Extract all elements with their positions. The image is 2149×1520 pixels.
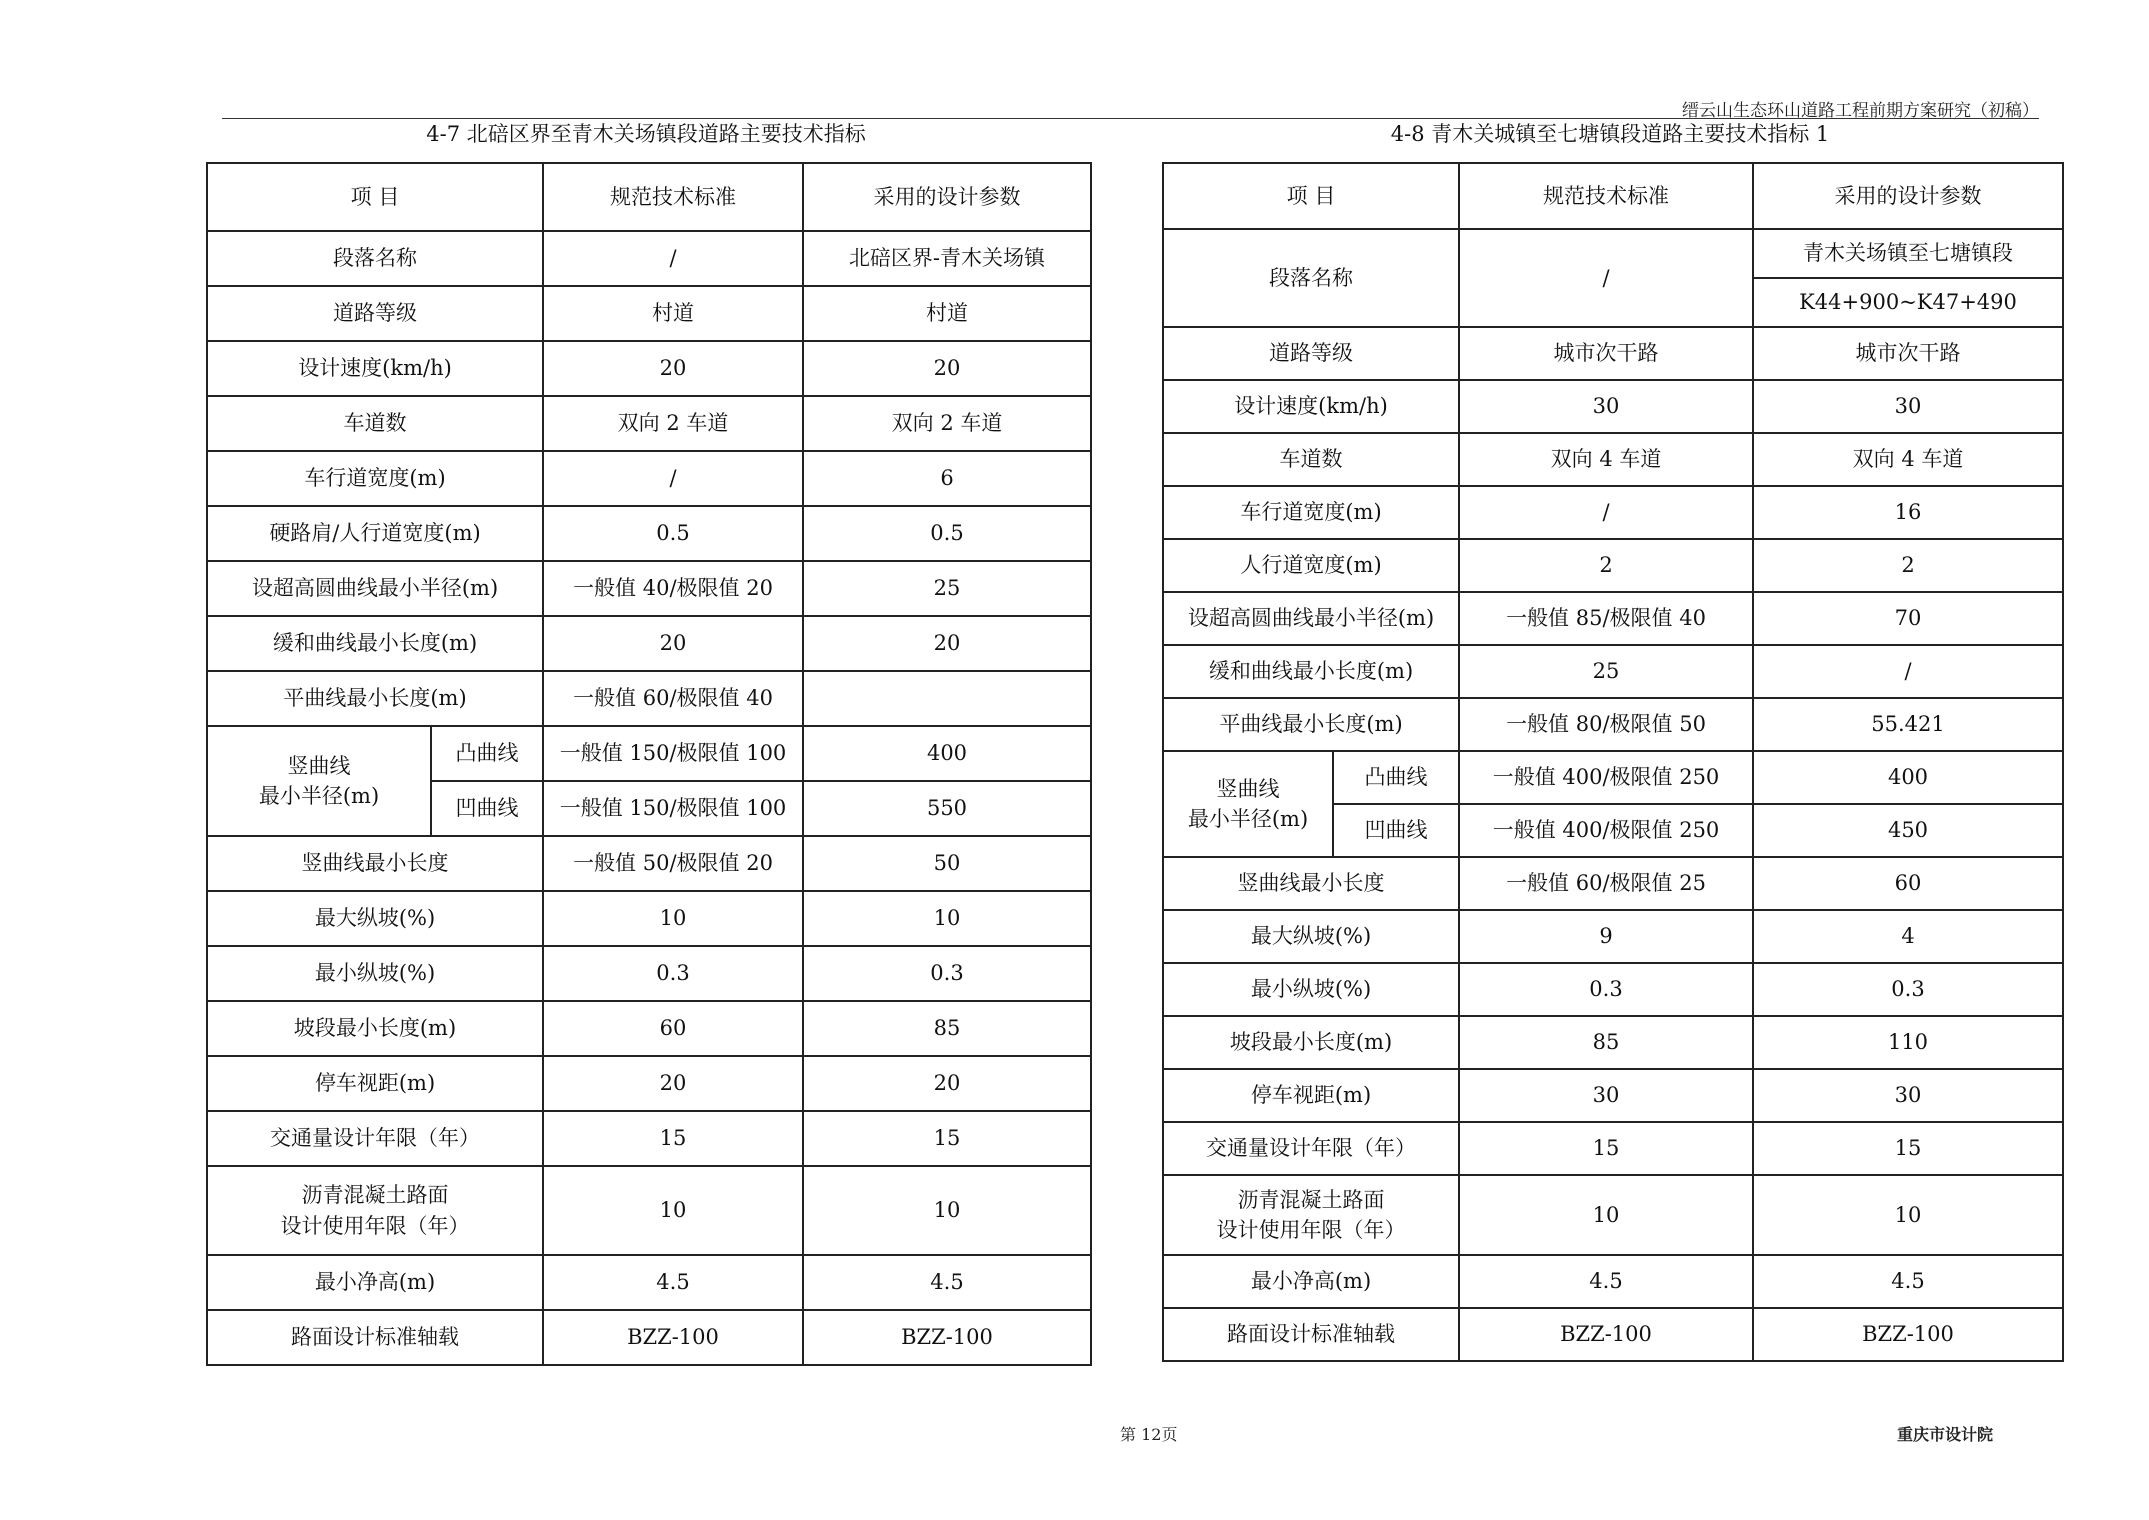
design-value: BZZ-100: [803, 1310, 1091, 1365]
design-value: 0.5: [803, 506, 1091, 561]
table-row: [1163, 163, 2063, 229]
design-value: 20: [803, 341, 1091, 396]
table-row: [1163, 229, 2063, 278]
row-label: 车道数: [1163, 433, 1459, 486]
row-label: 竖曲线最小长度: [207, 836, 543, 891]
standard-value: 一般值 85/极限值 40: [1459, 592, 1753, 645]
standard-value: 0.3: [543, 946, 803, 1001]
segment-stake-value: K44+900~K47+490: [1753, 278, 2063, 327]
row-label: 缓和曲线最小长度(m): [207, 616, 543, 671]
table-row: [1163, 1308, 2063, 1361]
standard-value: 60: [543, 1001, 803, 1056]
vertical-curve-label: 竖曲线 最小半径(m): [207, 726, 431, 836]
table-row: [1163, 539, 2063, 592]
table-row: [1163, 1122, 2063, 1175]
table-row: [207, 1056, 1091, 1111]
design-value: 25: [803, 561, 1091, 616]
row-label: 路面设计标准轴载: [207, 1310, 543, 1365]
table-row: [207, 396, 1091, 451]
segment-name-value: 青木关场镇至七塘镇段: [1753, 229, 2063, 278]
table-row: [1163, 486, 2063, 539]
table-row: [1163, 751, 2063, 804]
standard-value: 0.5: [543, 506, 803, 561]
row-label: 最小纵坡(%): [1163, 963, 1459, 1016]
table-row: [1163, 380, 2063, 433]
standard-value: 城市次干路: [1459, 327, 1753, 380]
standard-value: /: [1459, 486, 1753, 539]
row-label: 硬路肩/人行道宽度(m): [207, 506, 543, 561]
row-label: 路面设计标准轴载: [1163, 1308, 1459, 1361]
design-value: 10: [803, 891, 1091, 946]
design-value: 0.3: [803, 946, 1091, 1001]
row-label: 最大纵坡(%): [207, 891, 543, 946]
standard-value: 20: [543, 616, 803, 671]
table-row: [207, 163, 1091, 231]
sub-row-label: 凸曲线: [431, 726, 543, 781]
standard-value: 一般值 400/极限值 250: [1459, 804, 1753, 857]
standard-value: 一般值 50/极限值 20: [543, 836, 803, 891]
table-row: [1163, 433, 2063, 486]
row-label: 车道数: [207, 396, 543, 451]
standard-value: 15: [1459, 1122, 1753, 1175]
standard-value: 双向 4 车道: [1459, 433, 1753, 486]
standard-value: 30: [1459, 380, 1753, 433]
row-label: 最大纵坡(%): [1163, 910, 1459, 963]
table-row: [1163, 327, 2063, 380]
row-label: 沥青混凝土路面 设计使用年限（年）: [207, 1166, 543, 1255]
col-header-item: 项 目: [1163, 163, 1459, 229]
col-header-design-value: 采用的设计参数: [1753, 163, 2063, 229]
design-value: BZZ-100: [1753, 1308, 2063, 1361]
design-value: 双向 4 车道: [1753, 433, 2063, 486]
design-value: 村道: [803, 286, 1091, 341]
table-row: [207, 1310, 1091, 1365]
table-row: [207, 1001, 1091, 1056]
row-label: 交通量设计年限（年）: [1163, 1122, 1459, 1175]
standard-value: 4.5: [1459, 1255, 1753, 1308]
standard-value: 0.3: [1459, 963, 1753, 1016]
row-label: 设超高圆曲线最小半径(m): [207, 561, 543, 616]
row-label: 竖曲线最小长度: [1163, 857, 1459, 910]
row-label: 设计速度(km/h): [1163, 380, 1459, 433]
standard-value: 一般值 400/极限值 250: [1459, 751, 1753, 804]
row-label: 沥青混凝土路面 设计使用年限（年）: [1163, 1175, 1459, 1255]
table-row: [207, 836, 1091, 891]
row-label: 最小净高(m): [1163, 1255, 1459, 1308]
table-row: [1163, 1016, 2063, 1069]
standard-value: 20: [543, 341, 803, 396]
table-row: [207, 671, 1091, 726]
table-row: [1163, 910, 2063, 963]
organization-name: 重庆市设计院: [1897, 1425, 1994, 1444]
design-value: 450: [1753, 804, 2063, 857]
table-row: [207, 1255, 1091, 1310]
table-row: [207, 891, 1091, 946]
table-row: [207, 946, 1091, 1001]
design-value: 550: [803, 781, 1091, 836]
table-row: [207, 616, 1091, 671]
design-value: 400: [1753, 751, 2063, 804]
standard-value: 2: [1459, 539, 1753, 592]
col-header-design-value: 采用的设计参数: [803, 163, 1091, 231]
standard-value: 4.5: [543, 1255, 803, 1310]
standard-value: 一般值 60/极限值 25: [1459, 857, 1753, 910]
design-value: 30: [1753, 1069, 2063, 1122]
design-value: 15: [803, 1111, 1091, 1166]
design-value: 4: [1753, 910, 2063, 963]
table-row: [207, 286, 1091, 341]
row-label: 车行道宽度(m): [1163, 486, 1459, 539]
table-row: [207, 1111, 1091, 1166]
standard-value: /: [543, 451, 803, 506]
row-label: 段落名称: [207, 231, 543, 286]
standard-value: BZZ-100: [543, 1310, 803, 1365]
sub-row-label: 凹曲线: [1333, 804, 1459, 857]
document-header-title: 缙云山生态环山道路工程前期方案研究（初稿）: [1682, 101, 2039, 121]
design-value: 30: [1753, 380, 2063, 433]
standard-value: BZZ-100: [1459, 1308, 1753, 1361]
design-value: 110: [1753, 1016, 2063, 1069]
standard-value: /: [1459, 229, 1753, 327]
table-row: [207, 341, 1091, 396]
standard-value: 一般值 40/极限值 20: [543, 561, 803, 616]
design-value: 北碚区界-青木关场镇: [803, 231, 1091, 286]
row-label: 设计速度(km/h): [207, 341, 543, 396]
table-row: [207, 561, 1091, 616]
row-label: 道路等级: [1163, 327, 1459, 380]
design-value: 10: [803, 1166, 1091, 1255]
design-value: 双向 2 车道: [803, 396, 1091, 451]
vertical-curve-label: 竖曲线 最小半径(m): [1163, 751, 1333, 857]
design-value: 50: [803, 836, 1091, 891]
row-label: 平曲线最小长度(m): [1163, 698, 1459, 751]
col-header-item: 项 目: [207, 163, 543, 231]
table-row: [1163, 1255, 2063, 1308]
standard-value: 25: [1459, 645, 1753, 698]
design-value: /: [1753, 645, 2063, 698]
row-label: 平曲线最小长度(m): [207, 671, 543, 726]
row-label: 最小纵坡(%): [207, 946, 543, 1001]
table-row: [1163, 1069, 2063, 1122]
table-row: [207, 451, 1091, 506]
standard-value: 15: [543, 1111, 803, 1166]
design-value: 城市次干路: [1753, 327, 2063, 380]
page-number: 第 12页: [1120, 1425, 1178, 1444]
row-label: 最小净高(m): [207, 1255, 543, 1310]
table-row: [1163, 592, 2063, 645]
design-value: 55.421: [1753, 698, 2063, 751]
table-row: [1163, 963, 2063, 1016]
sub-row-label: 凸曲线: [1333, 751, 1459, 804]
right-table-caption: 4-8 青木关城镇至七塘镇段道路主要技术指标 1: [1390, 122, 1830, 146]
standard-value: 10: [543, 891, 803, 946]
design-value: 20: [803, 616, 1091, 671]
row-label: 停车视距(m): [207, 1056, 543, 1111]
table-row: [1163, 645, 2063, 698]
row-label: 车行道宽度(m): [207, 451, 543, 506]
row-label: 人行道宽度(m): [1163, 539, 1459, 592]
table-row: [207, 1166, 1091, 1255]
standard-value: 9: [1459, 910, 1753, 963]
standard-value: 一般值 150/极限值 100: [543, 781, 803, 836]
standard-value: 村道: [543, 286, 803, 341]
design-value: 6: [803, 451, 1091, 506]
row-label: 段落名称: [1163, 229, 1459, 327]
design-value: 85: [803, 1001, 1091, 1056]
row-label: 缓和曲线最小长度(m): [1163, 645, 1459, 698]
design-value: 70: [1753, 592, 2063, 645]
row-label: 道路等级: [207, 286, 543, 341]
row-label: 坡段最小长度(m): [1163, 1016, 1459, 1069]
row-label: 停车视距(m): [1163, 1069, 1459, 1122]
table-row: [207, 506, 1091, 561]
table-row: [1163, 857, 2063, 910]
design-value: 4.5: [803, 1255, 1091, 1310]
col-header-standard: 规范技术标准: [543, 163, 803, 231]
design-value: 20: [803, 1056, 1091, 1111]
standard-value: 一般值 80/极限值 50: [1459, 698, 1753, 751]
design-value: 2: [1753, 539, 2063, 592]
standard-value: 一般值 60/极限值 40: [543, 671, 803, 726]
row-label: 设超高圆曲线最小半径(m): [1163, 592, 1459, 645]
table-row: [207, 231, 1091, 286]
standard-value: 10: [1459, 1175, 1753, 1255]
design-value: 4.5: [1753, 1255, 2063, 1308]
table-row: [207, 726, 1091, 781]
left-spec-table: [206, 162, 1092, 1366]
standard-value: /: [543, 231, 803, 286]
design-value: 400: [803, 726, 1091, 781]
design-value: [803, 671, 1091, 726]
standard-value: 双向 2 车道: [543, 396, 803, 451]
design-value: 15: [1753, 1122, 2063, 1175]
row-label: 坡段最小长度(m): [207, 1001, 543, 1056]
standard-value: 20: [543, 1056, 803, 1111]
design-value: 60: [1753, 857, 2063, 910]
table-row: [1163, 1175, 2063, 1255]
design-value: 10: [1753, 1175, 2063, 1255]
standard-value: 一般值 150/极限值 100: [543, 726, 803, 781]
table-row: [1163, 698, 2063, 751]
design-value: 16: [1753, 486, 2063, 539]
col-header-standard: 规范技术标准: [1459, 163, 1753, 229]
sub-row-label: 凹曲线: [431, 781, 543, 836]
design-value: 0.3: [1753, 963, 2063, 1016]
standard-value: 30: [1459, 1069, 1753, 1122]
row-label: 交通量设计年限（年）: [207, 1111, 543, 1166]
left-table-caption: 4-7 北碚区界至青木关场镇段道路主要技术指标: [426, 122, 866, 146]
standard-value: 10: [543, 1166, 803, 1255]
right-spec-table: [1162, 162, 2064, 1362]
standard-value: 85: [1459, 1016, 1753, 1069]
